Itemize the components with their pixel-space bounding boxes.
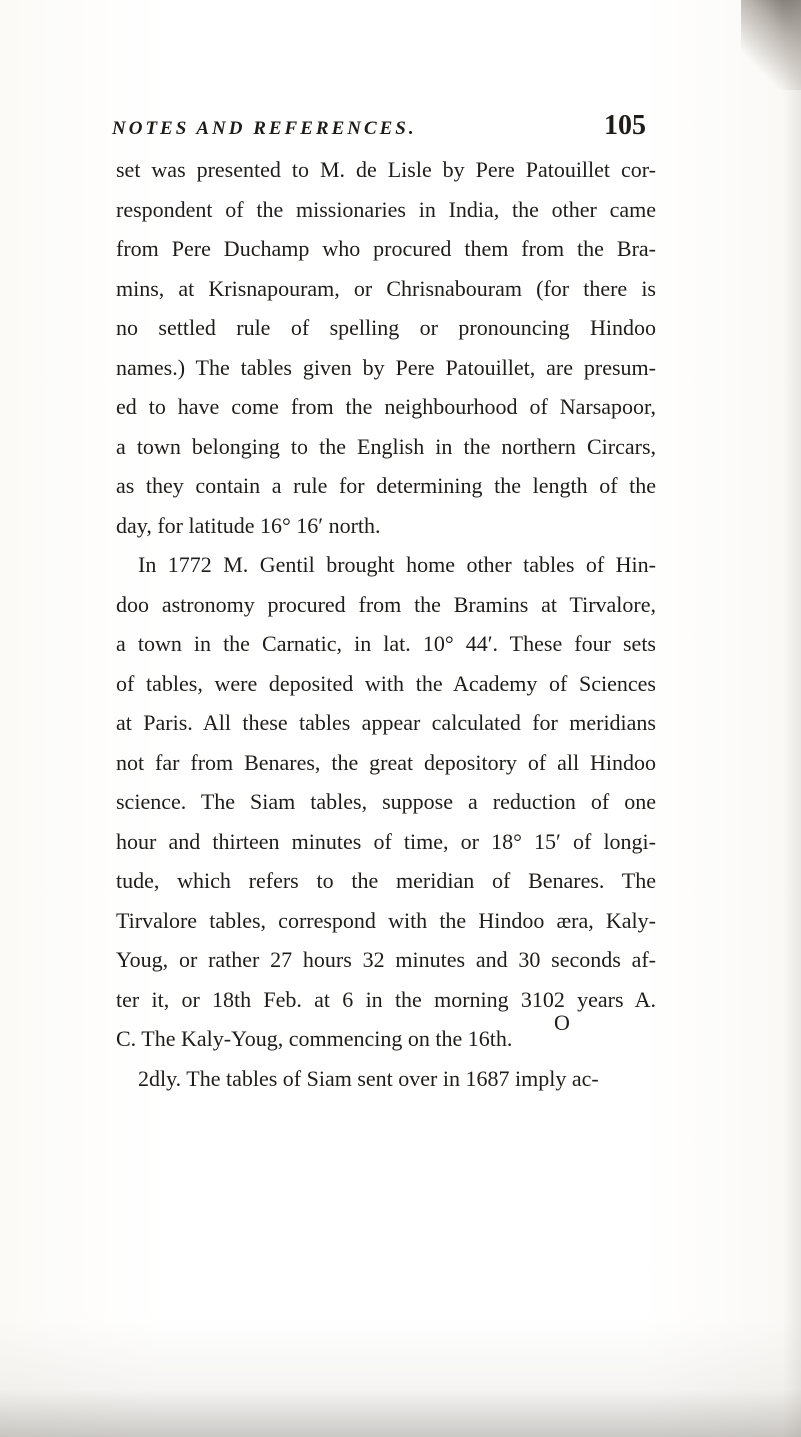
text-line: Youg, or rather 27 hours 32 minutes and 30 seconds af-	[116, 947, 656, 972]
text-line: of tables, were deposited with the Academy of Sciences	[116, 670, 656, 696]
text-line: from Pere Duchamp who procured them from the Bra-	[116, 236, 656, 261]
text-line: a town in the Carnatic, in lat. 10° 44′. These four sets	[116, 631, 656, 656]
text-line: a town belonging to the English in the northern Circars,	[116, 433, 656, 459]
text-line: at Paris. All these tables appear calculated for meridians	[116, 710, 656, 735]
body-text	[116, 150, 656, 1098]
text-line: hour and thirteen minutes of time, or 18° 15′ of longi-	[116, 828, 656, 854]
text-line: as they contain a rule for determining the length of the	[116, 473, 656, 498]
paragraph-first-line: 2dly. The tables of Siam sent over in 1687 imply ac-	[138, 1065, 599, 1091]
page-bottom-shadow	[0, 1317, 801, 1437]
text-line: doo astronomy procured from the Bramins at Tirvalore,	[116, 591, 656, 617]
text-line: C. The Kaly-Youg, commencing on the 16th.	[116, 1026, 513, 1051]
paragraph-first-line: In 1772 M. Gentil brought home other tables of Hin-	[138, 552, 656, 577]
page-number: 105	[604, 110, 646, 141]
text-line: tude, which refers to the meridian of Benares. The	[116, 868, 656, 893]
text-line: day, for latitude 16° 16′ north.	[116, 512, 381, 538]
text-line: names.) The tables given by Pere Patouillet, are presum-	[116, 354, 656, 380]
text-line: science. The Siam tables, suppose a reduction of one	[116, 789, 656, 814]
text-line: respondent of the missionaries in India, the other came	[116, 196, 656, 222]
text-line: ter it, or 18th Feb. at 6 in the morning 3102 years A.	[116, 986, 656, 1012]
text-line: ed to have come from the neighbourhood of Narsapoor,	[116, 394, 656, 419]
text-line: mins, at Krisnapouram, or Chrisnabouram (for there is	[116, 275, 656, 301]
catchword: O	[554, 1010, 570, 1035]
text-line: not far from Benares, the great depository of all Hindoo	[116, 749, 656, 775]
text-line: no settled rule of spelling or pronouncing Hindoo	[116, 315, 656, 340]
text-line: set was presented to M. de Lisle by Pere Patouillet cor-	[116, 157, 656, 182]
page-edge-shadow	[783, 0, 801, 1437]
text-line: Tirvalore tables, correspond with the Hindoo æra, Kaly-	[116, 907, 656, 933]
running-head-title: NOTES AND REFERENCES.	[112, 118, 417, 139]
